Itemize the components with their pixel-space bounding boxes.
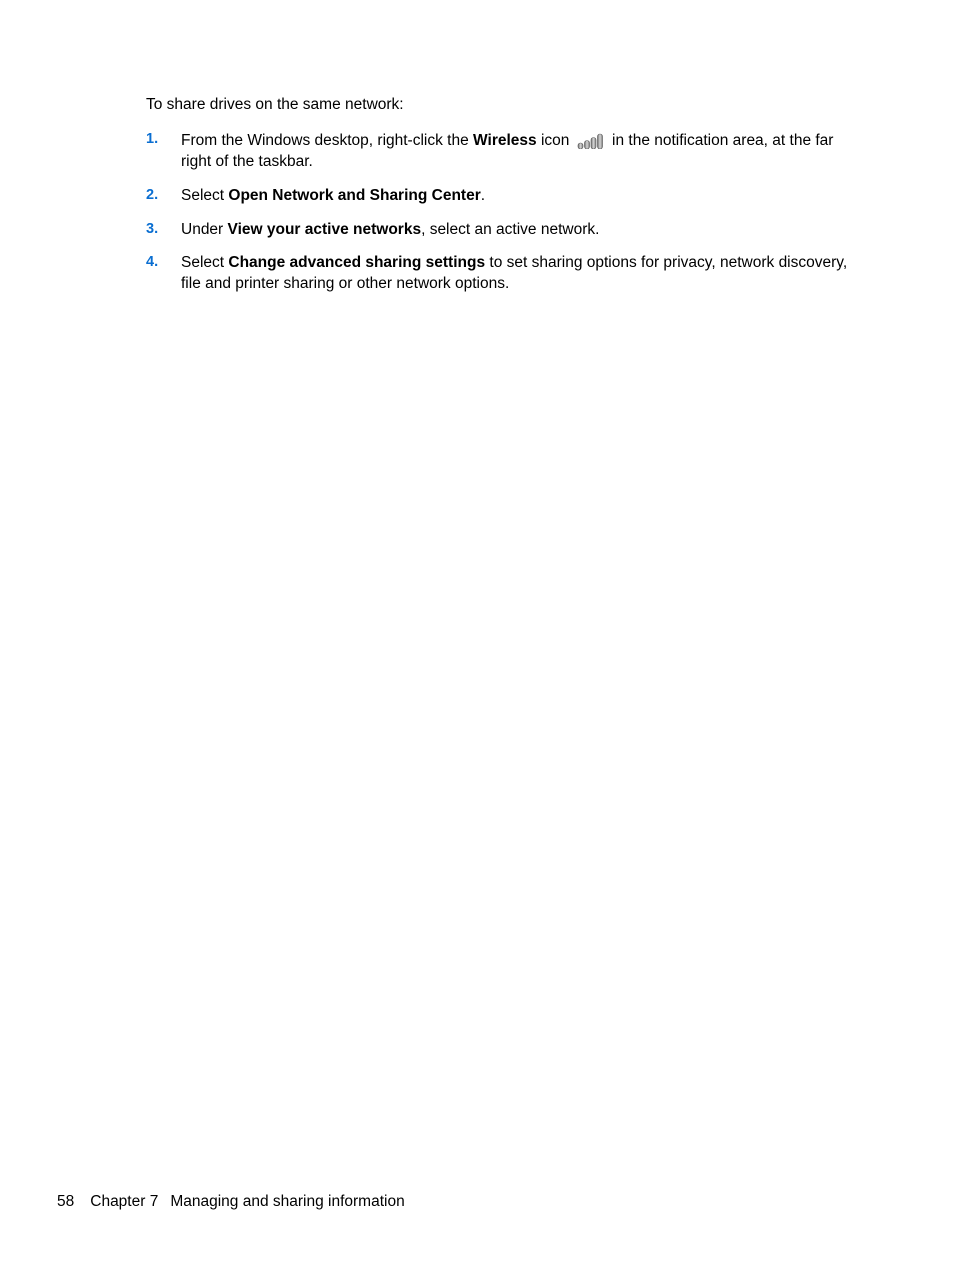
step-text-after: to set sharing options for privacy, network discovery, file and printer sharing or other network options.: [181, 254, 848, 292]
step-text-bold: View your active networks: [227, 221, 422, 238]
step-item: [146, 252, 866, 294]
step-text-before: Select: [181, 254, 229, 271]
step-text-after: in the notification area, at the far right of the taskbar.: [181, 132, 834, 170]
step-number: 2.: [146, 187, 159, 203]
step-number: 1.: [146, 131, 159, 147]
page-number: 58: [57, 1193, 75, 1210]
step-text-bold: Change advanced sharing settings: [228, 254, 486, 271]
step-item: [146, 130, 866, 172]
step-item: [146, 219, 866, 240]
chapter-label: Chapter 7: [90, 1193, 159, 1210]
step-text-after: .: [480, 187, 486, 204]
step-text-before: Select: [181, 187, 229, 204]
step-number: 3.: [146, 221, 159, 237]
step-text-bold: Wireless: [473, 132, 537, 149]
page-footer: [57, 1192, 405, 1212]
instruction-steps: [146, 130, 866, 294]
step-text-middle: icon: [536, 132, 570, 149]
step-item: [146, 185, 866, 206]
intro-text: To share drives on the same network:: [146, 96, 404, 113]
step-text-before: Under: [181, 221, 228, 238]
step-text-bold: Open Network and Sharing Center: [228, 187, 481, 204]
chapter-title: Managing and sharing information: [170, 1193, 405, 1210]
step-number: 4.: [146, 254, 159, 270]
step-text-before: From the Windows desktop, right-click the: [181, 132, 474, 149]
step-text-after: , select an active network.: [421, 221, 600, 238]
wireless-signal-icon: [577, 133, 605, 149]
